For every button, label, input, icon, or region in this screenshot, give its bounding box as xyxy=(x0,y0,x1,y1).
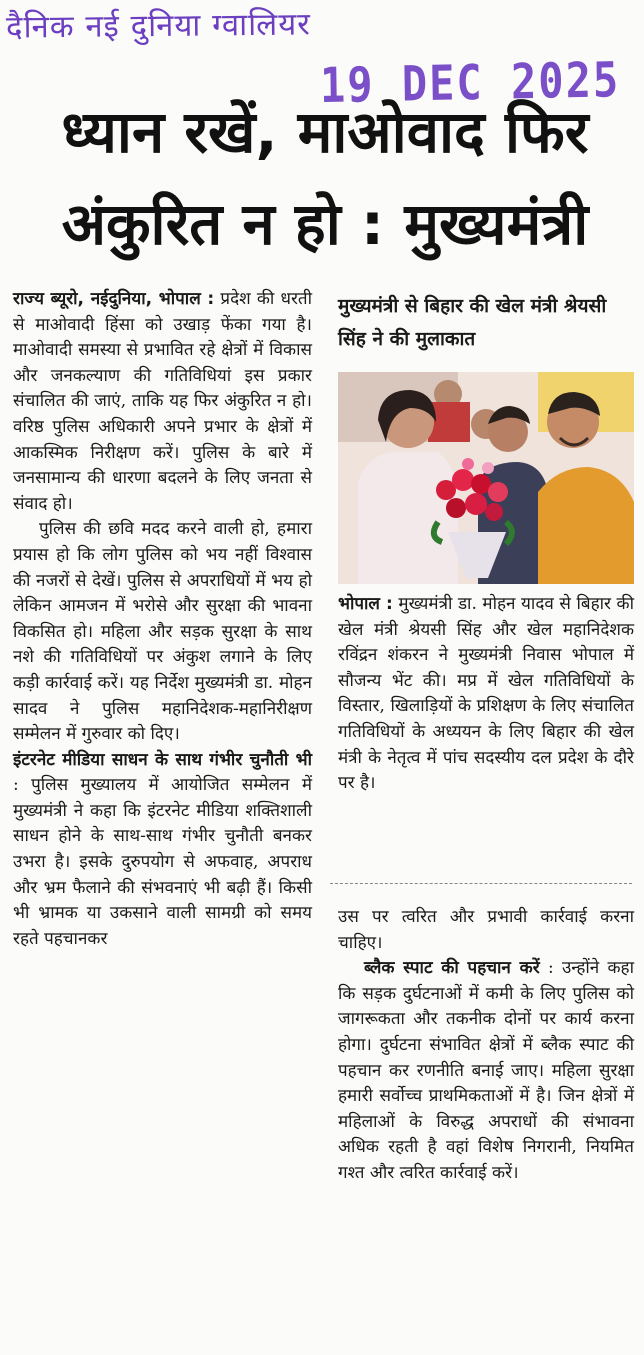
story-p3-text: : पुलिस मुख्यालय में आयोजित सम्मेलन में मुख्यमंत्री ने कहा कि इंटरनेट मीडिया शक्तिशाली साधन होने के साथ-साथ गंभीर चुनौती बनकर उभरा है। इसके दुरुपयोग से अफवाह, अपराध और भ्रम फैलाने की संभवनाएं भी बढ़ी हैं। किसी भी भ्रामक या उकसाने वाली सामग्री को समय रहते पहचानकर xyxy=(13,775,312,949)
story-paragraph-2: पुलिस की छवि मदद करने वाली हो, हमारा प्रयास हो कि लोग पुलिस को भय नहीं विश्वास की नजरों से देखें। पुलिस से अपराधियों में भय हो लेकिन आमजन में भरोसे और सुरक्षा की भावना विकसित हो। महिला और सड़क सुरक्षा के साथ नशे की गतिविधियों पर अंकुश लगाने के लिए कड़ी कार्रवाई करें। यह निर्देश मुख्यमंत्री डा. मोहन सादव ने पुलिस महानिदेशक-महानिरीक्षण सम्मेलन में गुरुवार को दिए। xyxy=(13,519,312,745)
headline-line-1: ध्यान रखें, माओवाद फिर xyxy=(61,98,589,166)
story-p1-text: प्रदेश की धरती से माओवादी हिंसा को उखाड़ फेंका गया है। माओवादी समस्या से प्रभावित रहे क्षेत्रों में विकास और जनकल्याण की गतिविधियां इस प्रकार संचालित की जाएं, ताकि यह फिर अंकुरित न हो। वरिष्ठ पुलिस अधिकारी अपने प्रभार के क्षेत्रों में आकस्मिक निरीक्षण करें। पुलिस के बारे में जनसामान्य की धारणा बदलने के लिए जनता से संवाद हो। xyxy=(13,289,312,514)
story-paragraph-5 xyxy=(338,956,634,1186)
caption-text: मुख्यमंत्री डा. मोहन यादव से बिहार की खेल मंत्री श्रेयसी सिंह और खेल महानिदेशक रविंद्रन शंकरन ने मुख्यमंत्री निवास भोपाल में सौजन्य भेंट की। मप्र में खेल गतिविधियों के विस्तार, खिलाड़ियों के प्रशिक्षण के लिए संचालित गतिविधियों के अध्ययन के लिए बिहार की खेल मंत्री के नेतृत्व में पांच सदस्यीय दल प्रदेश के दौरे पर है। xyxy=(338,594,634,794)
story-p5-text: : उन्होंने कहा कि सड़क दुर्घटनाओं में कमी के लिए पुलिस को जागरूकता और तकनीक दोनों पर कार्य करना होगा। दुर्घटना संभावित क्षेत्रों में ब्लैक स्पाट की पहचान कर रणनीति बनाई जाए। महिला सुरक्षा हमारी सर्वोच्च प्राथमिकताओं में है। जिन क्षेत्रों में महिलाओं के विरुद्ध अपराधों की संभावना अधिक रहती है वहां विशेष निगरानी, नियमित गश्त और त्वरित कार्रवाई करें। xyxy=(338,958,634,1183)
column-divider xyxy=(330,883,632,884)
story-subhead-black-spot: ब्लैक स्पाट की पहचान करें xyxy=(364,958,540,979)
meeting-photo xyxy=(338,372,634,584)
story-dateline: राज्य ब्यूरो, नईदुनिया, भोपाल : xyxy=(13,289,215,309)
story-subhead-internet-media: इंटरनेट मीडिया साधन के साथ गंभीर चुनौती भी xyxy=(13,749,312,770)
story-paragraph-4: उस पर त्वरित और प्रभावी कार्रवाई करना चाहिए। xyxy=(338,907,634,953)
masthead-stamp: दैनिक नई दुनिया ग्वालियर xyxy=(5,6,312,46)
story-paragraph-3 xyxy=(13,748,312,953)
story-left-column xyxy=(13,287,312,952)
story-paragraph-1 xyxy=(13,287,312,517)
sidebar-title: मुख्यमंत्री से बिहार की खेल मंत्री श्रेयसी सिंह ने की मुलाकात xyxy=(338,295,607,350)
caption-place: भोपाल : xyxy=(338,594,393,614)
caption-paragraph xyxy=(338,592,634,797)
photo-caption xyxy=(338,592,634,797)
headline-line-2: अंकुरित न हो : मुख्यमंत्री xyxy=(61,190,589,258)
story-right-column xyxy=(338,905,634,1187)
date-stamp: 19 DEC 2025 xyxy=(319,51,621,114)
